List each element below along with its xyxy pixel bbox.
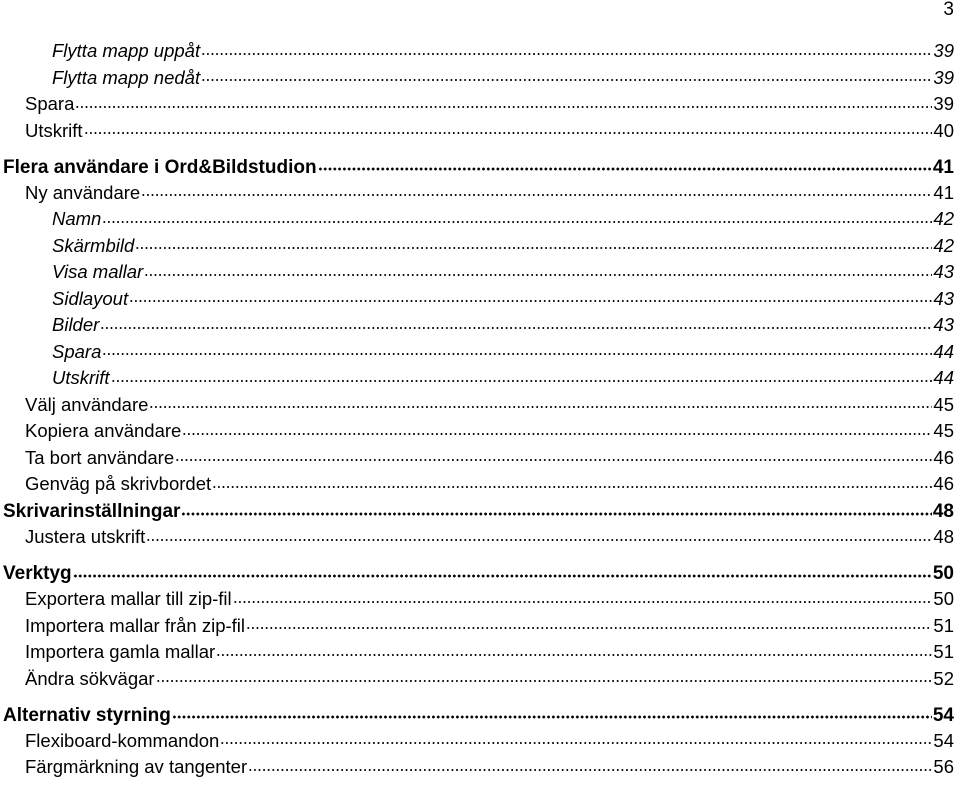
toc-entry-title: Välj användare — [25, 393, 149, 415]
toc-entry-page: 51 — [933, 641, 954, 663]
toc-entry-page: 44 — [933, 367, 954, 389]
toc-entry-title: Importera gamla mallar — [25, 641, 216, 663]
dot-leader — [102, 204, 932, 225]
table-of-contents — [0, 36, 954, 779]
toc-entry[interactable] — [0, 310, 954, 337]
toc-heading[interactable] — [0, 558, 954, 585]
toc-entry[interactable] — [0, 63, 954, 90]
dot-leader — [102, 337, 932, 358]
toc-entry-title: Namn — [52, 208, 102, 230]
toc-entry[interactable] — [0, 204, 954, 231]
toc-entry[interactable] — [0, 116, 954, 143]
toc-entry-page: 45 — [933, 420, 954, 442]
toc-heading[interactable] — [0, 151, 954, 178]
dot-leader — [172, 699, 932, 721]
dot-leader — [75, 89, 932, 110]
dot-leader — [182, 416, 932, 437]
toc-heading-page: 41 — [932, 156, 954, 178]
toc-entry[interactable] — [0, 416, 954, 443]
toc-entry-title: Ta bort användare — [25, 446, 175, 468]
toc-entry-title: Ändra sökvägar — [25, 667, 155, 689]
dot-leader — [233, 584, 933, 605]
dot-leader — [212, 469, 932, 490]
dot-leader — [201, 36, 932, 57]
toc-entry-page: 44 — [933, 340, 954, 362]
dot-leader — [144, 257, 932, 278]
toc-entry-title: Bilder — [52, 314, 100, 336]
dot-leader — [73, 558, 932, 580]
toc-entry-title: Spara — [52, 340, 102, 362]
toc-entry-title: Justera utskrift — [25, 526, 146, 548]
toc-entry-page: 43 — [933, 261, 954, 283]
toc-entry[interactable] — [0, 178, 954, 205]
toc-entry[interactable] — [0, 664, 954, 691]
toc-entry[interactable] — [0, 726, 954, 753]
toc-entry-title: Flytta mapp nedåt — [52, 66, 201, 88]
toc-entry-page: 50 — [933, 588, 954, 610]
dot-leader — [111, 363, 933, 384]
toc-entry[interactable] — [0, 363, 954, 390]
toc-entry-page: 56 — [933, 756, 954, 778]
dot-leader — [175, 443, 932, 464]
toc-entry-title: Sidlayout — [52, 287, 129, 309]
toc-entry-title: Utskrift — [25, 119, 83, 141]
toc-heading-page: 48 — [932, 501, 954, 523]
dot-leader — [135, 231, 932, 252]
toc-entry-page: 54 — [933, 729, 954, 751]
toc-entry-title: Genväg på skrivbordet — [25, 473, 212, 495]
dot-leader — [100, 310, 932, 331]
toc-entry-page: 45 — [933, 393, 954, 415]
toc-entry-title: Skärmbild — [52, 234, 135, 256]
dot-leader — [146, 522, 932, 543]
dot-leader — [248, 752, 932, 773]
toc-entry-title: Spara — [25, 93, 75, 115]
toc-entry[interactable] — [0, 284, 954, 311]
toc-entry-title: Flytta mapp uppåt — [52, 40, 201, 62]
toc-entry-title: Importera mallar från zip-fil — [25, 614, 246, 636]
toc-entry-title: Kopiera användare — [25, 420, 182, 442]
toc-entry-page: 52 — [933, 667, 954, 689]
dot-leader — [220, 726, 932, 747]
dot-leader — [149, 390, 932, 411]
toc-entry[interactable] — [0, 611, 954, 638]
toc-entry[interactable] — [0, 522, 954, 549]
toc-entry-page: 39 — [933, 40, 954, 62]
dot-leader — [181, 496, 931, 518]
toc-entry-page: 40 — [933, 119, 954, 141]
toc-entry-page: 48 — [933, 526, 954, 548]
toc-heading[interactable] — [0, 496, 954, 523]
toc-entry-title: Färgmärkning av tangenter — [25, 756, 248, 778]
toc-entry-page: 39 — [933, 66, 954, 88]
toc-entry-page: 43 — [933, 314, 954, 336]
toc-entry[interactable] — [0, 584, 954, 611]
toc-entry[interactable] — [0, 752, 954, 779]
toc-heading-page: 54 — [932, 704, 954, 726]
toc-entry-page: 42 — [933, 208, 954, 230]
toc-entry[interactable] — [0, 443, 954, 470]
toc-entry-title: Utskrift — [52, 367, 110, 389]
toc-entry-page: 41 — [933, 181, 954, 203]
dot-leader — [216, 637, 932, 658]
toc-heading-page: 50 — [932, 563, 954, 585]
toc-entry[interactable] — [0, 89, 954, 116]
toc-entry-page: 43 — [933, 287, 954, 309]
toc-entry-title: Ny användare — [25, 181, 141, 203]
toc-entry-page: 39 — [933, 93, 954, 115]
toc-entry-page: 46 — [933, 446, 954, 468]
toc-entry[interactable] — [0, 231, 954, 258]
toc-entry[interactable] — [0, 36, 954, 63]
toc-entry-page: 42 — [933, 234, 954, 256]
toc-heading-title: Skrivarinställningar — [3, 501, 181, 523]
dot-leader — [84, 116, 933, 137]
dot-leader — [129, 284, 932, 305]
toc-heading-title: Verktyg — [3, 563, 72, 585]
dot-leader — [141, 178, 932, 199]
dot-leader — [246, 611, 932, 632]
toc-entry-page: 46 — [933, 473, 954, 495]
toc-heading[interactable] — [0, 699, 954, 726]
toc-entry[interactable] — [0, 390, 954, 417]
toc-heading-title: Flera användare i Ord&Bildstudion — [3, 156, 317, 178]
page-number: 3 — [943, 0, 954, 20]
toc-entry-title: Flexiboard-kommandon — [25, 729, 220, 751]
dot-leader — [156, 664, 933, 685]
dot-leader — [201, 63, 932, 84]
toc-entry-page: 51 — [933, 614, 954, 636]
dot-leader — [318, 151, 932, 173]
toc-entry-title: Visa mallar — [52, 261, 144, 283]
toc-entry[interactable] — [0, 469, 954, 496]
toc-heading-title: Alternativ styrning — [3, 704, 171, 726]
toc-entry-title: Exportera mallar till zip-fil — [25, 588, 232, 610]
toc-entry[interactable] — [0, 337, 954, 364]
toc-entry[interactable] — [0, 257, 954, 284]
toc-entry[interactable] — [0, 637, 954, 664]
